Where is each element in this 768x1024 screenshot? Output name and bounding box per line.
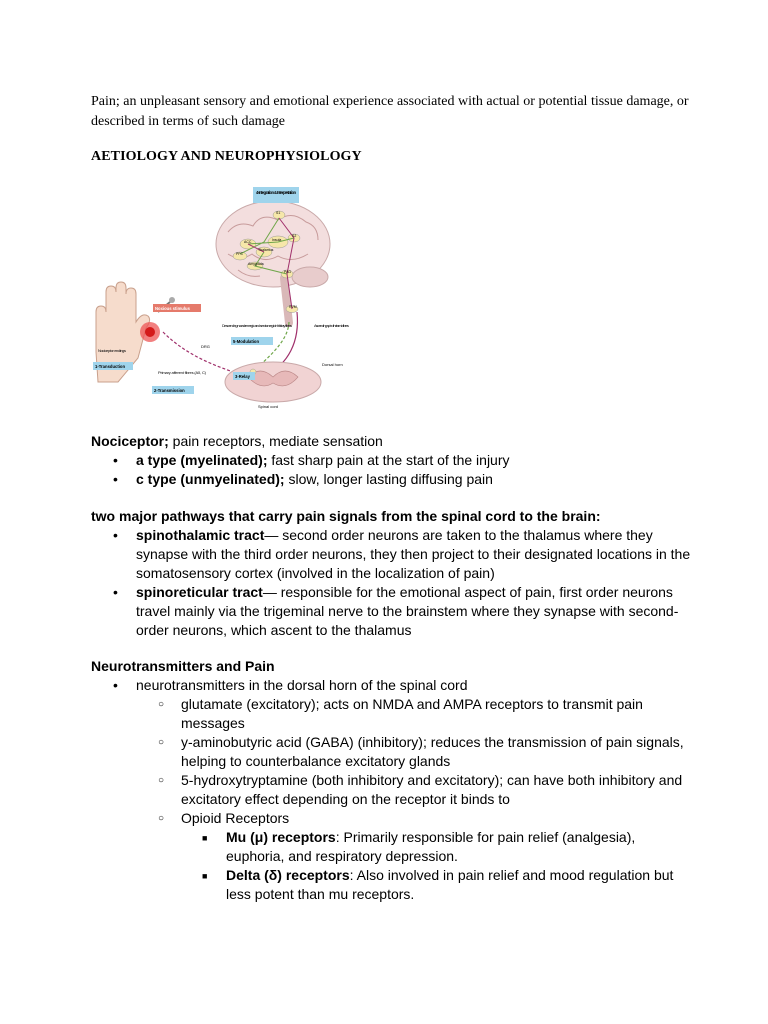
drg-label: DRG: [201, 344, 210, 349]
c-type-desc: slow, longer lasting diffusing pain: [284, 471, 493, 487]
modulation-label: 5-Modulation: [233, 339, 260, 344]
s2-label: S2: [292, 234, 297, 238]
serotonin-item: 5-hydroxytryptamine (both inhibitory and excitatory); can have both inhibitory and excitatory effect depending on the receptor it binds to: [181, 772, 683, 807]
pain-pathway-diagram: [88, 182, 350, 412]
dorsal-horn-item: neurotransmitters in the dorsal horn of the spinal cord: [136, 677, 468, 693]
gaba-item: y-aminobutyric acid (GABA) (inhibitory); reduces the transmission of pain signals, helping to counterbalance excitatory glands: [181, 734, 684, 769]
thalamus-label: Thalamus: [258, 248, 274, 252]
list-item: [91, 676, 691, 695]
spinothalamic-title: spinothalamic tract: [136, 527, 265, 543]
pag-label: PAG: [284, 270, 292, 274]
spinothalamic-desc: — second order neurons are taken to the thalamus where they synapse with the third order neurons, they then project to their designated locations in the somatosensory cortex (involved in the localization of pain): [136, 527, 691, 581]
mu-title: Mu (μ) receptors: [226, 829, 336, 845]
ascending-label: Ascending spinothalamic fibres: [314, 323, 349, 328]
acc-label: ACC: [244, 240, 252, 244]
spinal-cord-illustration: [225, 362, 321, 402]
nociceptor-desc: pain receptors, mediate sensation: [168, 433, 383, 449]
brain-illustration: [216, 201, 330, 323]
list-item: [91, 866, 691, 904]
amygdala-label: Amygdala: [248, 262, 264, 266]
noxious-label: Noxious stimulus: [155, 306, 190, 311]
pathways-section: [91, 507, 691, 640]
neurotransmitter-sublist: [91, 695, 691, 828]
list-item: [91, 828, 691, 866]
rvm-label: RVM: [289, 305, 297, 309]
nociceptor-section: [91, 432, 691, 489]
pfc-label: PFC: [236, 252, 243, 256]
list-item: [91, 470, 691, 489]
opioid-list: [91, 828, 691, 904]
pain-definition: Pain; an unpleasant sensory and emotional experience associated with actual or potential tissue damage, or described in terms of such damage: [91, 94, 689, 129]
insula-label: Insula: [272, 238, 282, 242]
s1-label: S1: [276, 211, 281, 215]
c-type-title: c type (unmyelinated);: [136, 471, 285, 487]
transmission-label: 2-Transmission: [154, 388, 185, 393]
neurotransmitters-section: [91, 657, 691, 904]
integration-label: 4-Integration & Interpretation: [256, 190, 296, 195]
list-item: [91, 809, 691, 828]
delta-desc: : Also involved in pain relief and mood regulation but less potent than mu receptors.: [226, 867, 674, 902]
dorsal-horn-label: Dorsal horn: [322, 362, 343, 367]
glutamate-item: glutamate (excitatory); acts on NMDA and AMPA receptors to transmit pain messages: [181, 696, 643, 731]
a-type-desc: fast sharp pain at the start of the injury: [267, 452, 510, 468]
nociceptor-endings-label: Nociceptor endings: [98, 348, 126, 353]
transduction-label: 1-Transduction: [95, 364, 126, 369]
list-item: [91, 695, 691, 733]
spinoreticular-title: spinoreticular tract: [136, 584, 263, 600]
list-item: [91, 451, 691, 470]
neurotransmitters-list: [91, 676, 691, 695]
opioid-receptors-item: Opioid Receptors: [181, 810, 290, 826]
list-item: [91, 771, 691, 809]
pathways-heading: two major pathways that carry pain signals from the spinal cord to the brain:: [91, 508, 601, 524]
a-type-title: a type (myelinated);: [136, 452, 268, 468]
list-item: [91, 583, 691, 640]
list-item: [91, 526, 691, 583]
primary-afferent-label: Primary afferent fibres (Aδ, C): [158, 370, 206, 375]
spinal-cord-label: Spinal cord: [258, 404, 279, 409]
nociceptor-list: [91, 451, 691, 489]
descending-label: Descending noradrenergic and serotonergic inhibitory fibres: [222, 323, 292, 328]
relay-label: 3-Relay: [235, 374, 250, 379]
aetiology-heading: AETIOLOGY AND NEUROPHYSIOLOGY: [91, 149, 362, 164]
neurotransmitters-heading: Neurotransmitters and Pain: [91, 658, 275, 674]
list-item: [91, 733, 691, 771]
nociceptor-title: Nociceptor;: [91, 433, 169, 449]
pathways-list: [91, 526, 691, 640]
spinoreticular-desc: — responsible for the emotional aspect of pain, first order neurons travel mainly via the trigeminal nerve to the brainstem where they synapse with second-order neurons, which ascent to the thalamus: [136, 584, 679, 638]
mu-desc: : Primarily responsible for pain relief (analgesia), euphoria, and respiratory depression.: [226, 829, 636, 864]
nociceptor-line: [91, 432, 691, 451]
delta-title: Delta (δ) receptors: [226, 867, 350, 883]
